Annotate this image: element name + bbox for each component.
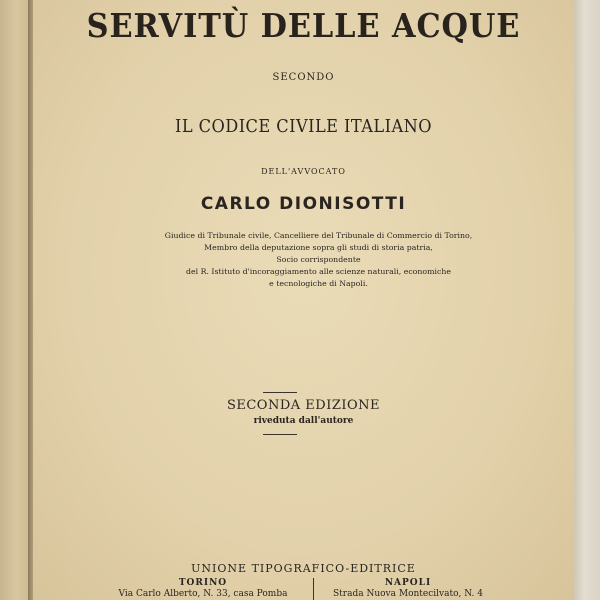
- title-page: [33, 0, 574, 600]
- book-subtitle: IL CODICE CIVILE ITALIANO: [175, 116, 432, 137]
- city-napoli: [323, 578, 493, 599]
- city-name: NAPOLI: [384, 578, 432, 588]
- credential-line: Membro della deputazione sopra gli studi di storia patria,: [204, 243, 433, 252]
- revised-note: riveduta dall'autore: [253, 416, 354, 426]
- page-edge: [574, 0, 600, 600]
- edition-top-rule: [263, 392, 297, 393]
- city-address: Via Carlo Alberto, N. 33, casa Pomba: [118, 589, 288, 599]
- edition-bottom-rule: [263, 434, 297, 435]
- edition-label: SECONDA EDIZIONE: [226, 398, 381, 413]
- city-divider: [313, 578, 314, 600]
- city-name: TORINO: [178, 578, 228, 588]
- author-name: CARLO DIONISOTTI: [200, 194, 407, 214]
- secondo-label: SECONDO: [272, 72, 335, 83]
- credential-line: Giudice di Tribunale civile, Cancelliere del Tribunale di Commercio di Torino,: [164, 231, 473, 240]
- publisher-name: UNIONE TIPOGRAFICO-EDITRICE: [191, 562, 416, 575]
- book-title: SERVITÙ DELLE ACQUE: [86, 6, 521, 45]
- credential-line: del R. Istituto d'incoraggiamento alle scienze naturali, economiche: [186, 267, 451, 276]
- credential-line: Socio corrispondente: [276, 255, 361, 264]
- city-torino: [103, 578, 303, 599]
- facing-page: [0, 0, 30, 600]
- by-label: DELL'AVVOCATO: [261, 167, 346, 176]
- credential-line: e tecnologiche di Napoli.: [269, 279, 368, 288]
- city-address: Strada Nuova Montecilvato, N. 4: [333, 589, 483, 599]
